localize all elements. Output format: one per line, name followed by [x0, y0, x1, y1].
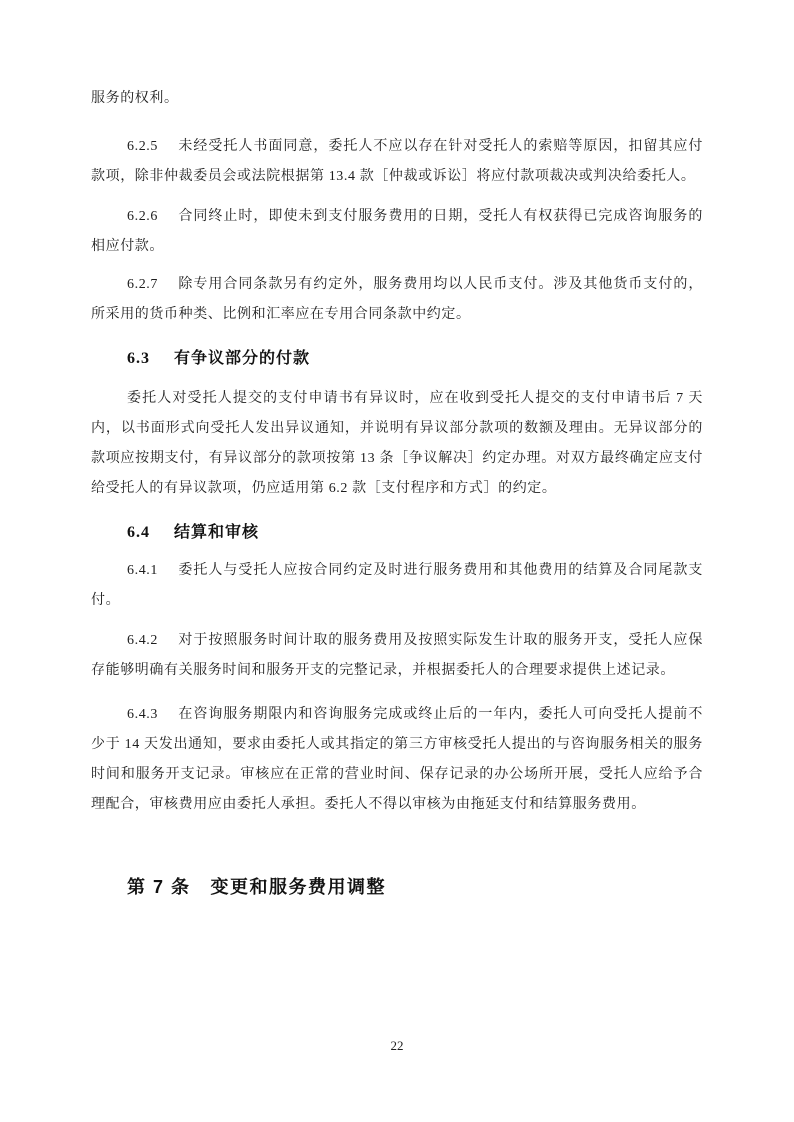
paragraph-continuation: 服务的权利。 [91, 91, 179, 106]
section-heading-6-3 [91, 344, 703, 374]
section-number: 6.3 [127, 350, 150, 367]
clause-6-4-1 [91, 556, 703, 616]
clause-number: 6.2.5 [127, 139, 158, 154]
clause-6-2-5 [91, 132, 703, 192]
clause-number: 6.4.1 [127, 563, 158, 578]
clause-text: 合同终止时，即使未到支付服务费用的日期，受托人有权获得已完成咨询服务的相应付款。 [91, 209, 703, 254]
clause-number: 6.2.6 [127, 209, 158, 224]
clause-text: 在咨询服务期限内和咨询服务完成或终止后的一年内，委托人可向受托人提前不少于 14 天发出通知，要求由委托人或其指定的第三方审核受托人提出的与咨询服务相关的服务时间和服务开支记录。审核应在正常的营业时间、保存记录的办公场所开展，受托人应给予合理配合，审核费用应由委托人承担。委托人不得以审核为由拖延支付和结算服务费用。 [91, 707, 703, 812]
section-number: 6.4 [127, 524, 150, 541]
clause-text: 委托人与受托人应按合同约定及时进行服务费用和其他费用的结算及合同尾款支付。 [91, 563, 703, 608]
clause-6-2-6 [91, 202, 703, 262]
clause-number: 6.2.7 [127, 277, 158, 292]
page-number: 22 [390, 1038, 404, 1053]
clause-text: 未经受托人书面同意，委托人不应以存在针对受托人的索赔等原因，扣留其应付款项，除非仲裁委员会或法院根据第 13.4 款［仲裁或诉讼］将应付款项裁决或判决给委托人。 [91, 139, 703, 184]
clause-6-2-7 [91, 270, 703, 330]
clause-number: 6.4.3 [127, 707, 158, 722]
clause-text: 除专用合同条款另有约定外，服务费用均以人民币支付。涉及其他货币支付的，所采用的货币种类、比例和汇率应在专用合同条款中约定。 [91, 277, 703, 322]
section-title: 结算和审核 [174, 524, 260, 541]
section-title: 有争议部分的付款 [174, 350, 311, 367]
article-number: 第 7 条 [127, 877, 191, 897]
clause-text: 对于按照服务时间计取的服务费用及按照实际发生计取的服务开支，受托人应保存能够明确有关服务时间和服务开支的完整记录，并根据委托人的合理要求提供上述记录。 [91, 633, 703, 678]
clause-6-4-2 [91, 626, 703, 686]
article-7-heading [91, 870, 703, 904]
clause-6-4-3 [91, 700, 703, 820]
paragraph-6-3-body: 委托人对受托人提交的支付申请书有异议时，应在收到受托人提交的支付申请书后 7 天内，以书面形式向受托人发出异议通知，并说明有异议部分款项的数额及理由。无异议部分的款项应按期支付，有异议部分的款项按第 13 条［争议解决］约定办理。对双方最终确定应支付给受托人的有异议款项，仍应适用第 6.2 款［支付程序和方式］的约定。 [91, 391, 703, 496]
article-title: 变更和服务费用调整 [210, 877, 387, 897]
clause-number: 6.4.2 [127, 633, 158, 648]
section-heading-6-4 [91, 518, 703, 548]
